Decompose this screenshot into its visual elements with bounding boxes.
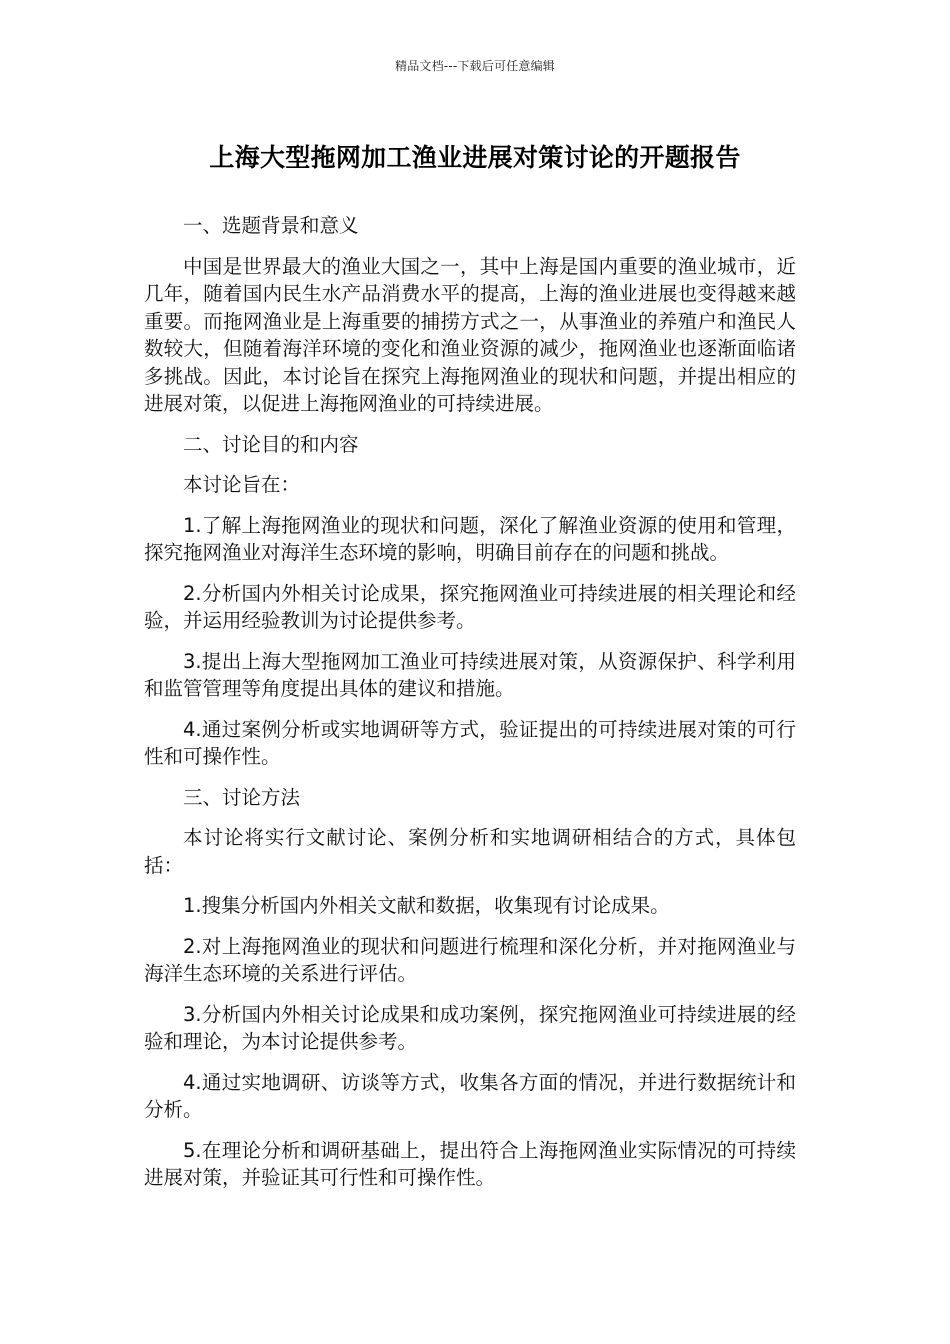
section-heading-2: 二、讨论目的和内容	[183, 432, 359, 456]
list-item: 1.了解上海拖网渔业的现状和问题，深化了解渔业资源的使用和管理，探究拖网渔业对海洋生态环境的影响，明确目前存在的问题和挑战。	[144, 513, 796, 564]
paragraph: 本讨论将实行文献讨论、案例分析和实地调研相结合的方式，具体包括：	[144, 826, 796, 877]
section-heading-1: 一、选题背景和意义	[183, 214, 359, 237]
list-item: 2.对上海拖网渔业的现状和问题进行梳理和深化分析，并对拖网渔业与海洋生态环境的关系进行评估。	[144, 934, 796, 985]
list-item: 4.通过实地调研、访谈等方式，收集各方面的情况，并进行数据统计和分析。	[144, 1070, 796, 1121]
list-item: 3.提出上海大型拖网加工渔业可持续进展对策，从资源保护、科学利用和监管管理等角度提出具体的建议和措施。	[144, 649, 796, 700]
list-item: 2.分析国内外相关讨论成果，探究拖网渔业可持续进展的相关理论和经验，并运用经验教训为讨论提供参考。	[144, 581, 796, 632]
header-note: 精品文档---下载后可任意编辑	[395, 59, 555, 73]
list-item: 1.搜集分析国内外相关文献和数据，收集现有讨论成果。	[183, 894, 670, 917]
paragraph: 中国是世界最大的渔业大国之一，其中上海是国内重要的渔业城市，近几年，随着国内民生水产品消费水平的提高，上海的渔业进展也变得越来越重要。而拖网渔业是上海重要的捕捞方式之一，从事渔业的养殖户和渔民人数较大，但随着海洋环境的变化和渔业资源的减少，拖网渔业也逐渐面临诸多挑战。因此，本讨论旨在探究上海拖网渔业的现状和问题，并提出相应的进展对策，以促进上海拖网渔业的可持续进展。	[144, 254, 796, 415]
document-title: 上海大型拖网加工渔业进展对策讨论的开题报告	[209, 143, 741, 172]
list-item: 4.通过案例分析或实地调研等方式，验证提出的可持续进展对策的可行性和可操作性。	[144, 717, 796, 768]
paragraph: 本讨论旨在：	[183, 473, 301, 496]
document-body	[144, 212, 796, 1205]
section-heading-3: 三、讨论方法	[183, 785, 301, 809]
list-item: 3.分析国内外相关讨论成果和成功案例，探究拖网渔业可持续进展的经验和理论，为本讨论提供参考。	[144, 1002, 796, 1053]
list-item: 5.在理论分析和调研基础上，提出符合上海拖网渔业实际情况的可持续进展对策，并验证其可行性和可操作性。	[144, 1138, 796, 1189]
